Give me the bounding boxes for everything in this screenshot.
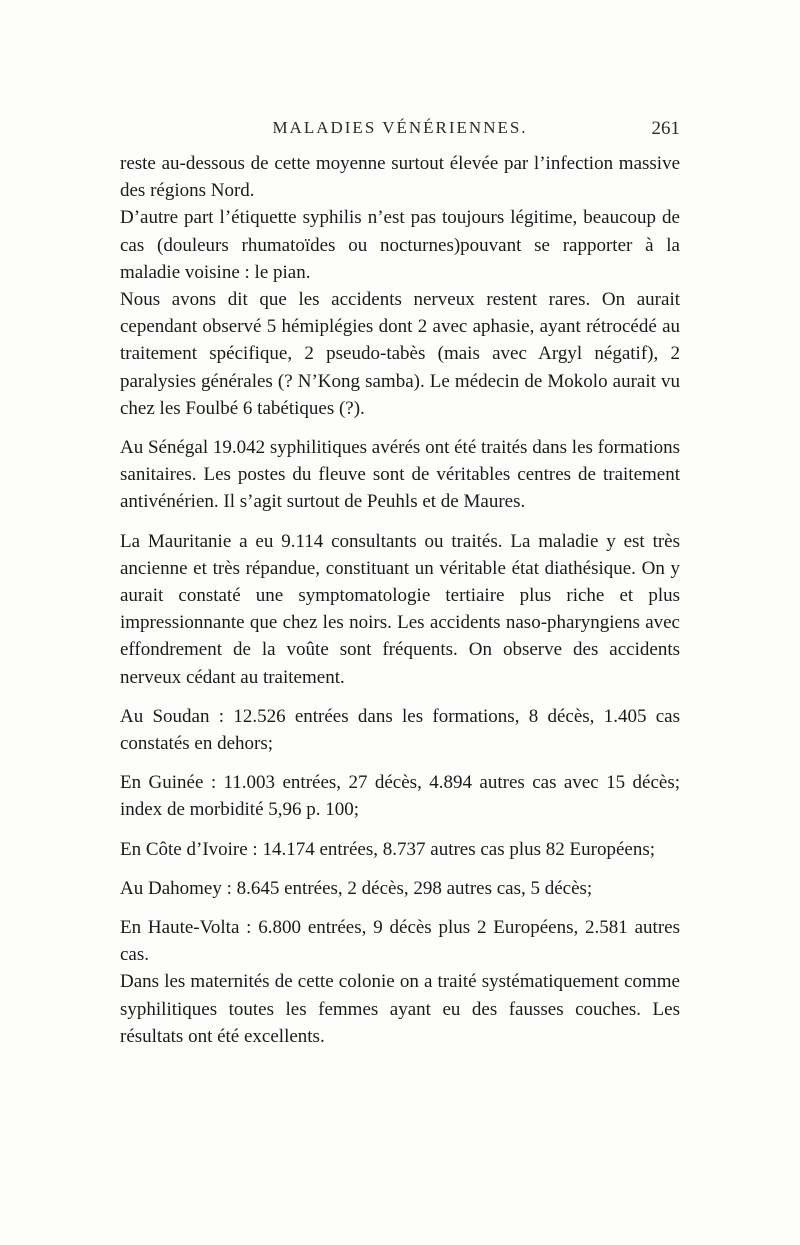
paragraph-senegal: Au Sénégal 19.042 syphilitiques avérés ont été traités dans les formations sanitaires. Les postes du fleuve sont de véritables centres de traitement antivénérien. Il s’agit surtout de Peuhls et de Maures. xyxy=(120,437,680,513)
body-text xyxy=(120,150,680,1050)
paragraph-soudan: Au Soudan : 12.526 entrées dans les formations, 8 décès, 1.405 cas constatés en dehors; xyxy=(120,705,680,755)
page-number: 261 xyxy=(651,118,680,139)
running-title: MALADIES VÉNÉRIENNES. xyxy=(272,118,528,137)
paragraph-syphilis-label: D’autre part l’étiquette syphilis n’est pas toujours légitime, beaucoup de cas (douleurs rhumatoïdes ou nocturnes)pouvant se rapporter à la maladie voisine : le pian. xyxy=(120,207,680,283)
paragraph-dahomey: Au Dahomey : 8.645 entrées, 2 décès, 298 autres cas, 5 décès; xyxy=(120,877,593,899)
paragraph-haute-volta: En Haute-Volta : 6.800 entrées, 9 décès plus 2 Européens, 2.581 autres cas. xyxy=(120,917,680,966)
paragraph-continuation: reste au-dessous de cette moyenne surtout élevée par l’infection massive des régions Nord. xyxy=(120,153,680,202)
paragraph-maternites: Dans les maternités de cette colonie on a traité systématiquement comme syphilitiques toutes les femmes ayant eu des fausses couches. Les résultats ont été excellents. xyxy=(120,971,680,1047)
paragraph-guinee: En Guinée : 11.003 entrées, 27 décès, 4.894 autres cas avec 15 décès; index de morbidité 5,96 p. 100; xyxy=(120,772,680,821)
paragraph-cote-ivoire: En Côte d’Ivoire : 14.174 entrées, 8.737 autres cas plus 82 Européens; xyxy=(120,838,656,860)
paragraph-mauritanie: La Mauritanie a eu 9.114 consultants ou traités. La maladie y est très ancienne et très répandue, constituant un véritable état diathésique. On y aurait constaté une symptomatologie tertiaire plus riche et plus impressionnante que chez les noirs. Les accidents naso-pharyngiens avec effondrement de la voûte sont fréquents. On observe des accidents nerveux cédant au traitement. xyxy=(120,530,680,688)
paragraph-nervous-accidents: Nous avons dit que les accidents nerveux restent rares. On aurait cependant observé 5 hémiplégies dont 2 avec aphasie, ayant rétrocédé au traitement spécifique, 2 pseudo-tabès (mais avec Argyl négatif), 2 paralysies générales (? N’Kong samba). Le médecin de Mokolo aurait vu chez les Foulbé 6 tabétiques (?). xyxy=(120,289,680,419)
page-header xyxy=(120,118,680,146)
